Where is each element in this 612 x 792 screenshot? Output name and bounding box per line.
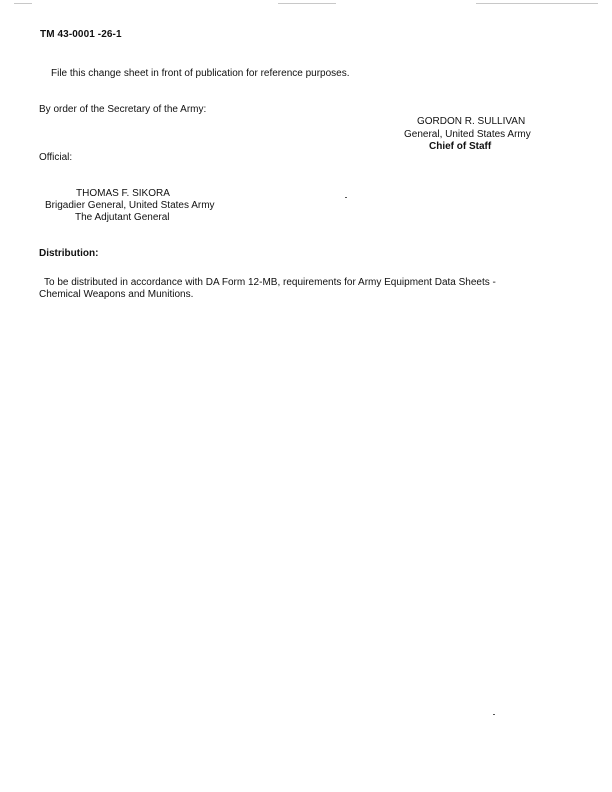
distribution-text-line-1: To be distributed in accordance with DA Form 12-MB, requirements for Army Equipment Data Sheets -: [44, 277, 496, 288]
document-id: TM 43-0001 -26-1: [40, 29, 122, 40]
scan-artifact-mark: [278, 3, 336, 4]
official-label: Official:: [39, 152, 73, 163]
scan-artifact-mark: [476, 3, 598, 4]
signatory-rank: General, United States Army: [404, 129, 531, 140]
official-title: The Adjutant General: [75, 212, 170, 223]
by-order-line: By order of the Secretary of the Army:: [39, 104, 207, 115]
scan-artifact-mark: [14, 3, 32, 4]
signatory-title: Chief of Staff: [429, 141, 492, 152]
scan-speck: [493, 714, 495, 715]
file-instruction: File this change sheet in front of publication for reference purposes.: [51, 68, 350, 79]
official-rank: Brigadier General, United States Army: [45, 200, 215, 211]
official-name: THOMAS F. SIKORA: [76, 188, 170, 199]
signatory-name: GORDON R. SULLIVAN: [417, 116, 526, 127]
distribution-heading: Distribution:: [39, 248, 99, 259]
distribution-text-line-2: Chemical Weapons and Munitions.: [39, 289, 194, 300]
scan-speck: [345, 197, 347, 198]
